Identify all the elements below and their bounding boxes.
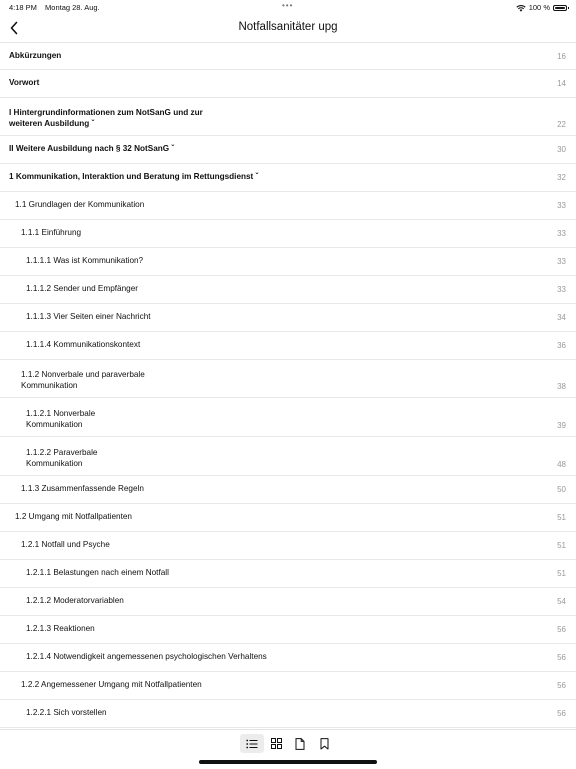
toc-item-1-2-1[interactable] [0, 532, 576, 560]
toc-item-title: 1.2.1.1 Belastungen nach einem Notfall [26, 568, 169, 578]
toc-item-1-2[interactable] [0, 504, 576, 532]
toc-item-page: 56 [557, 625, 566, 634]
toc-item-chapter-1[interactable] [0, 164, 576, 192]
toc-item-page: 33 [557, 201, 566, 210]
toc-item-1-1-2[interactable] [0, 360, 576, 398]
toc-item-title: 1.1.1.3 Vier Seiten einer Nachricht [26, 312, 151, 322]
toc-item-page: 56 [557, 681, 566, 690]
toc-item-title: 1.2.2 Angemessener Umgang mit Notfallpatienten [21, 680, 202, 690]
toc-item-page: 50 [557, 485, 566, 494]
toc-item-1-1[interactable] [0, 192, 576, 220]
toc-item-title: 1.1.2 Nonverbale und paraverbale Kommunikation [21, 370, 145, 390]
toc-item-title: 1.2.1.3 Reaktionen [26, 624, 95, 634]
list-icon [246, 739, 258, 749]
toc-item-page: 38 [557, 382, 566, 391]
page-icon [295, 738, 305, 750]
toc-item-page: 33 [557, 229, 566, 238]
toc-item-title: 1.2.1.2 Moderatorvariablen [26, 596, 124, 606]
toc-item-1-1-1-4[interactable] [0, 332, 576, 360]
status-bar [0, 0, 576, 14]
toc-item-1-2-1-4[interactable] [0, 644, 576, 672]
toc-item-1-1-1-1[interactable] [0, 248, 576, 276]
toc-item-page: 32 [557, 173, 566, 182]
toc-item-title: 1.2.1.4 Notwendigkeit angemessenen psychologischen Verhaltens [26, 652, 267, 662]
toc-item-title: Vorwort [9, 78, 40, 88]
status-time-group [9, 3, 100, 12]
battery-icon [553, 5, 567, 11]
toc-item-title: 1.2 Umgang mit Notfallpatienten [15, 512, 132, 522]
toc-item-part-2[interactable] [0, 136, 576, 164]
toc-item-title: 1.1 Grundlagen der Kommunikation [15, 200, 145, 210]
toc-item-title: 1.2.2.1 Sich vorstellen [26, 708, 107, 718]
toc-item-vorwort[interactable] [0, 70, 576, 98]
tab-list[interactable] [240, 734, 264, 753]
toc-item-1-1-1[interactable] [0, 220, 576, 248]
toc-item-page: 48 [557, 460, 566, 469]
toc-item-page: 56 [557, 709, 566, 718]
toc-item-page: 39 [557, 421, 566, 430]
toc-item-page: 56 [557, 653, 566, 662]
toc-item-page: 33 [557, 257, 566, 266]
toc-item-page: 54 [557, 597, 566, 606]
toc-item-title: 1.2.1 Notfall und Psyche [21, 540, 110, 550]
multitasking-dots[interactable]: ••• [282, 1, 294, 10]
battery-percent: 100 % [528, 3, 550, 12]
toc-item-page: 51 [557, 569, 566, 578]
tab-grid[interactable] [264, 734, 288, 753]
toc-item-1-2-1-3[interactable] [0, 616, 576, 644]
toc-item-title: 1.1.2.1 Nonverbale Kommunikation [26, 409, 96, 429]
status-date: Montag 28. Aug. [45, 3, 100, 12]
toc-item-1-1-1-3[interactable] [0, 304, 576, 332]
toc-item-1-2-1-2[interactable] [0, 588, 576, 616]
table-of-contents [0, 43, 576, 728]
toc-item-title: 1.1.2.2 Paraverbale Kommunikation [26, 448, 98, 468]
home-indicator[interactable] [199, 760, 377, 764]
toc-item-title: 1.1.1 Einführung [21, 228, 82, 238]
bookmark-icon [320, 738, 329, 750]
toc-item-title: 1.1.1.2 Sender und Empfänger [26, 284, 138, 294]
toc-item-page: 36 [557, 341, 566, 350]
toc-item-1-2-2[interactable] [0, 672, 576, 700]
toc-item-abkuerzungen[interactable] [0, 43, 576, 70]
tab-page[interactable] [288, 734, 312, 753]
page-title: Notfallsanitäter upg [238, 21, 338, 33]
toc-item-page: 14 [557, 79, 566, 88]
bottom-tab-bar [0, 729, 576, 769]
tab-bookmarks[interactable] [312, 734, 336, 753]
toc-item-title: 1.1.3 Zusammenfassende Regeln [21, 484, 144, 494]
toc-item-1-1-1-2[interactable] [0, 276, 576, 304]
toc-item-page: 30 [557, 145, 566, 154]
status-right-group [516, 3, 567, 12]
toc-item-title: II Weitere Ausbildung nach § 32 NotSanG ˇ [9, 144, 175, 154]
toc-item-title: 1 Kommunikation, Interaktion und Beratung im Rettungsdienst ˇ [9, 172, 259, 182]
grid-icon [271, 738, 282, 749]
toc-item-page: 22 [557, 120, 566, 129]
toc-item-1-1-3[interactable] [0, 476, 576, 504]
toc-item-title: I Hintergrundinformationen zum NotSanG und zur weiteren Ausbildung ˇ [9, 108, 203, 128]
toc-item-title: 1.1.1.4 Kommunikationskontext [26, 340, 141, 350]
toc-item-1-2-1-1[interactable] [0, 560, 576, 588]
toc-item-page: 51 [557, 541, 566, 550]
status-time: 4:18 PM [9, 3, 37, 12]
view-switcher [240, 734, 336, 753]
toc-item-page: 34 [557, 313, 566, 322]
toc-item-title: 1.1.1.1 Was ist Kommunikation? [26, 256, 144, 266]
toc-item-part-1[interactable] [0, 98, 576, 136]
toc-item-page: 51 [557, 513, 566, 522]
navigation-bar [0, 14, 576, 43]
toc-item-1-1-2-2[interactable] [0, 437, 576, 476]
toc-item-1-2-2-1[interactable] [0, 700, 576, 728]
toc-item-1-1-2-1[interactable] [0, 398, 576, 437]
wifi-icon [516, 4, 526, 12]
toc-item-page: 16 [557, 51, 566, 61]
toc-item-page: 33 [557, 285, 566, 294]
toc-item-title: Abkürzungen [9, 50, 62, 60]
